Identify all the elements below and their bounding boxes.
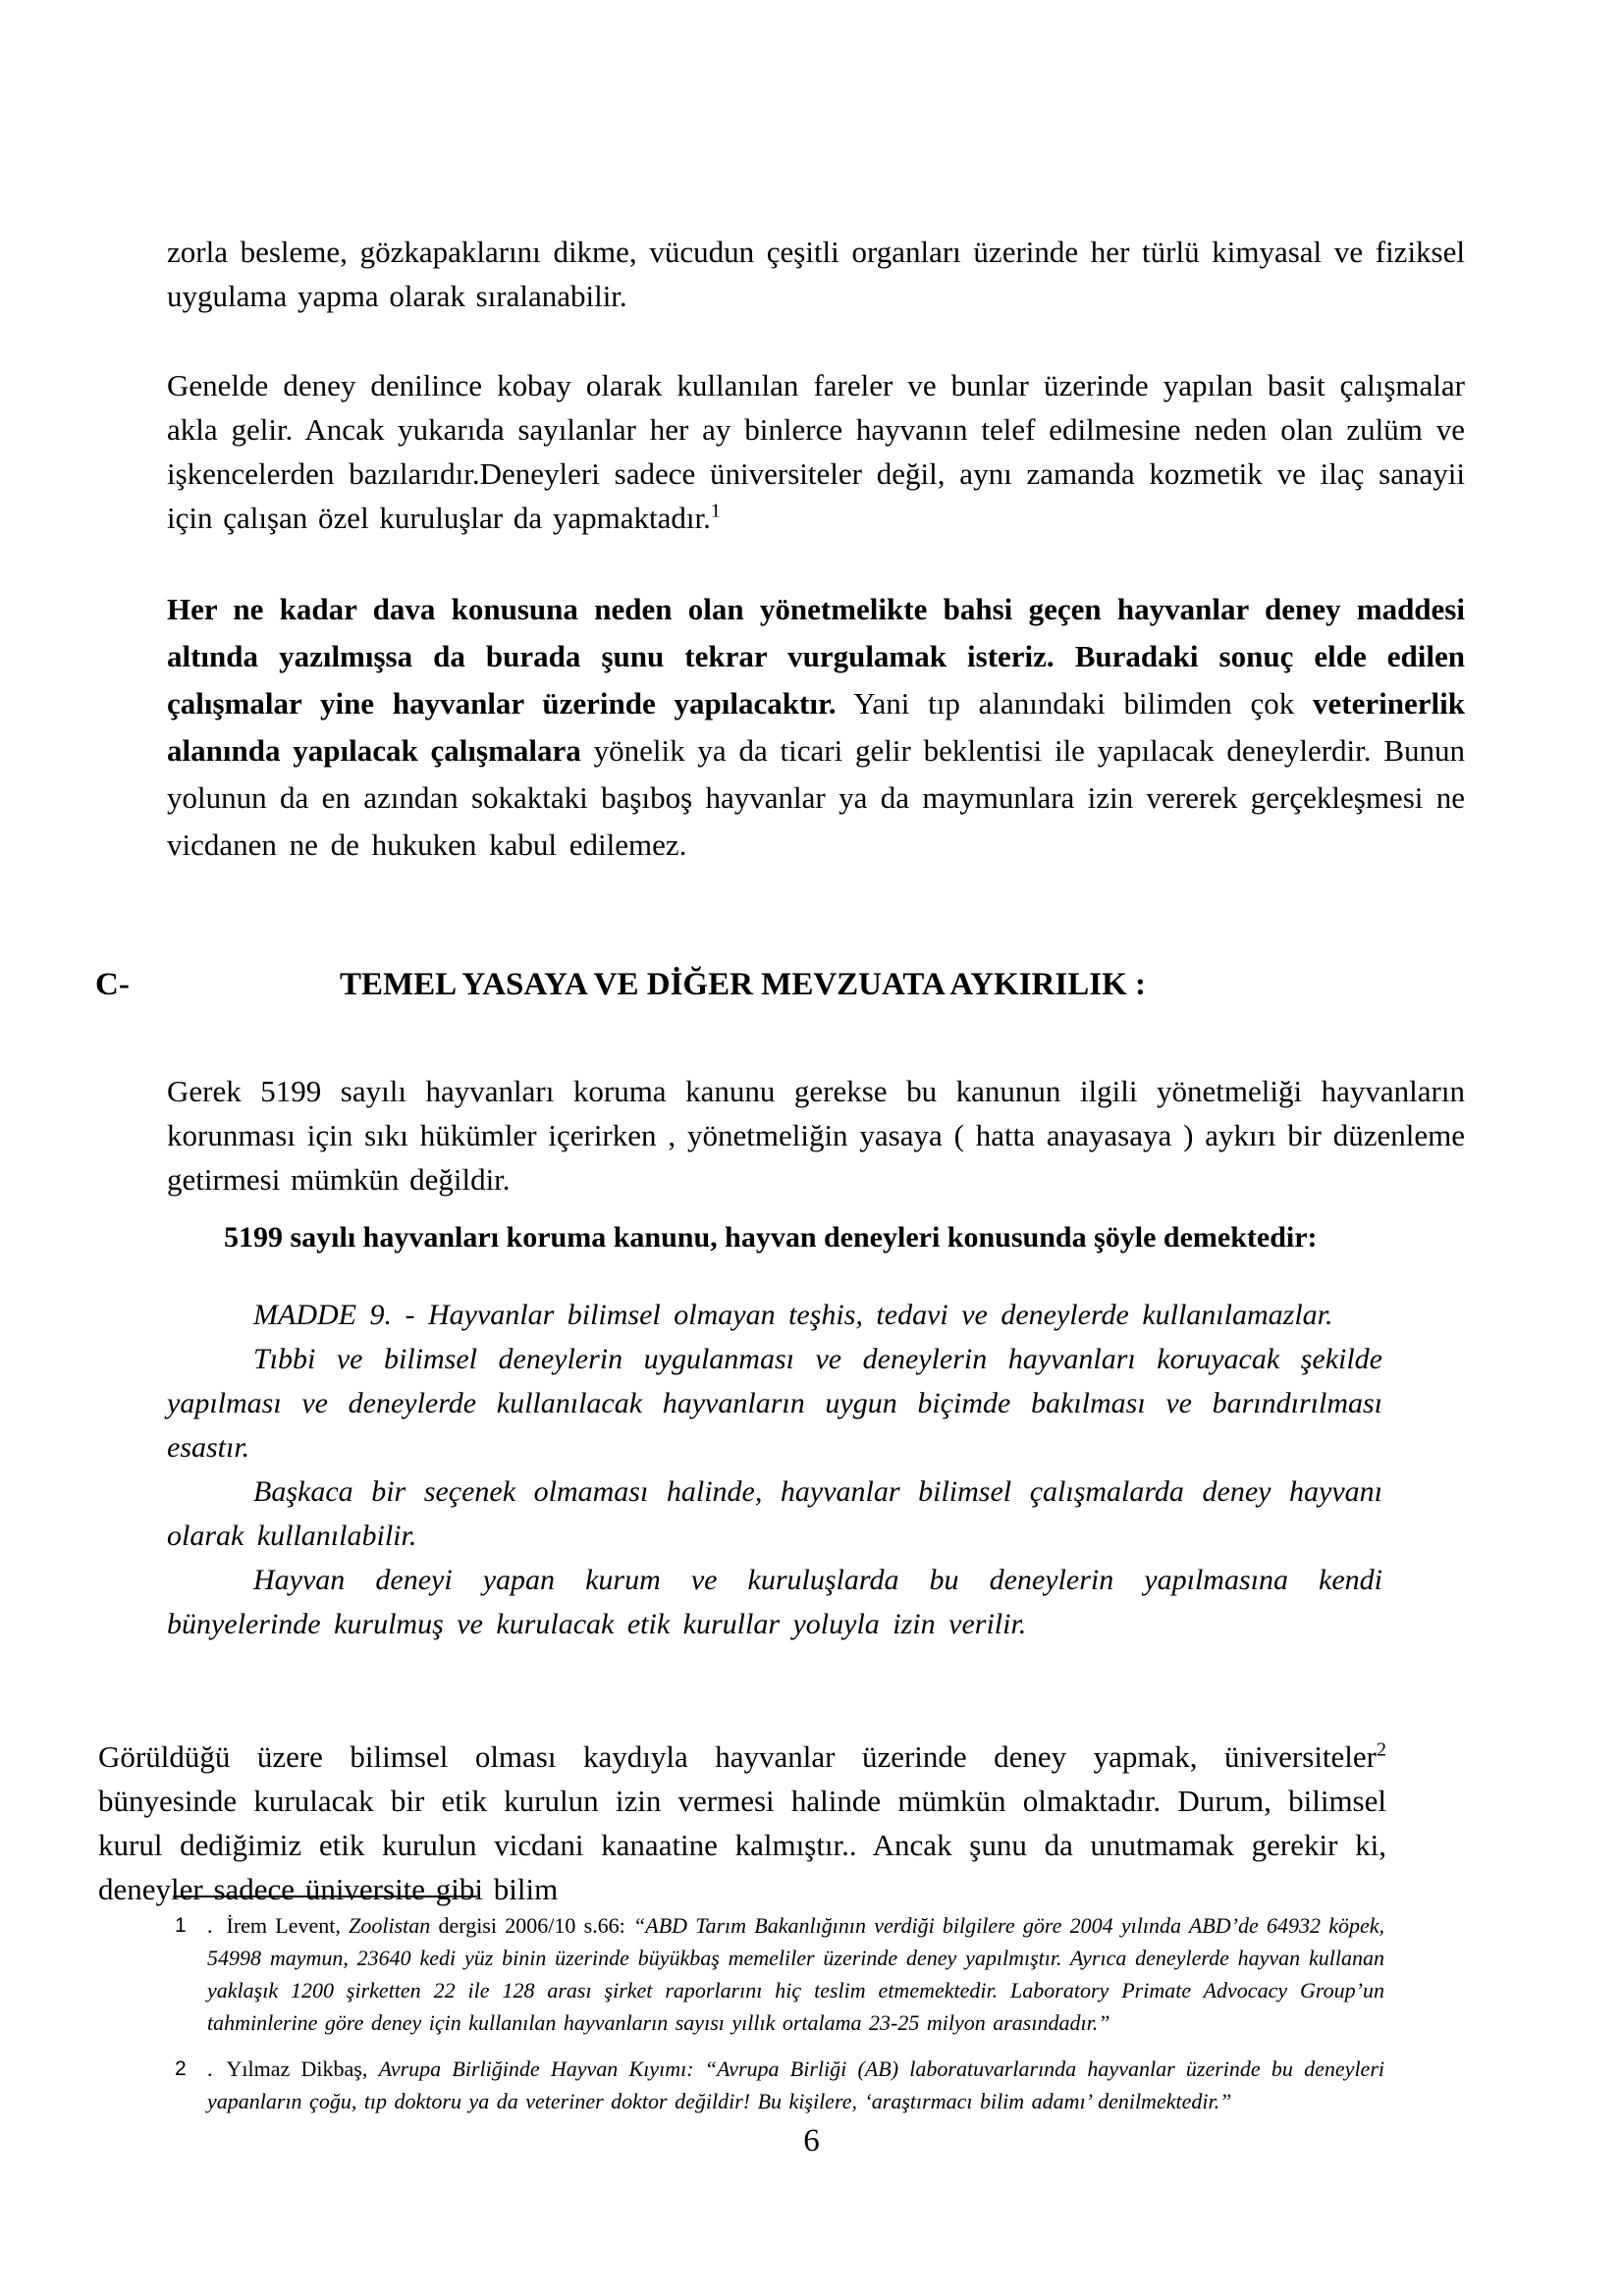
law-quote-block [167,1293,1382,1646]
footnote-1-text [207,1909,1384,2039]
emphasis-bold-segment-1: Her ne kadar dava konusuna neden olan yönetmelikte bahsi geçen hayvanlar deney maddesi altında yazılmışsa da burada şunu tekrar vurgulamak isteriz. Buradaki sonuç elde edilen çalışmalar yine hayvanlar üzerinde yapılacaktır. [167,592,1465,721]
footnote-separator-rule [173,1896,477,1897]
footnote-2-number: 2 [175,2057,187,2080]
law-intro-paragraph [167,1069,1465,1201]
footnote-1-number: 1 [175,1914,187,1937]
body-paragraph-2-text: Genelde deney denilince kobay olarak kullanılan fareler ve bunlar üzerinde yapılan basit çalışmalar akla gelir. Ancak yukarıda sayılanlar her ay binlerce hayvanın telef edilmesine neden olan zulüm ve işkencelerden bazılarıdır.Deneyleri sadece üniversiteler değil, aynı zamanda kozmetik ve ilaç sanayii için çalışan özel kuruluşlar da yapmaktadır. [167,368,1465,535]
emphasis-bold-segment-2: veterinerlik alanında yapılacak çalışmalara [167,686,1465,768]
footnote-2-author: Yılmaz Dikbaş, [226,2056,379,2081]
body-paragraph-1-text: zorla besleme, gözkapaklarını dikme, vücudun çeşitli organları üzerinde her türlü kimyasal ve fiziksel uygulama yapma olarak sıralanabilir. [167,235,1465,313]
footnote-ref-2: 2 [1377,1738,1386,1761]
emphasis-paragraph [167,586,1465,869]
section-title: TEMEL YASAYA VE DİĞER MEVZUATA AYKIRILIK : [340,967,1146,1002]
footnote-1-author: İrem Levent, [226,1913,350,1938]
emphasis-regular-segment-2: yönelik ya da ticari gelir beklentisi ile yapılacak deneylerdir. Bunun yolunun da en azından sokaktaki başıboş hayvanlar ya da maymunlara izin vererek gerçekleşmesi ne vicdanen ne de hukuken kabul edilemez. [167,733,1465,862]
quote-paragraph-baskaca: Başkaca bir seçenek olmaması halinde, hayvanlar bilimsel çalışmalarda deney hayvanı olarak kullanılabilir. [167,1475,1382,1552]
conclusion-paragraph [98,1735,1386,1911]
conclusion-text-after-ref: bünyesinde kurulacak bir etik kurulun izin vermesi halinde mümkün olmaktadır. Durum, bilimsel kurul dediğimiz etik kurulun vicdani kanaatine kalmıştır.. Ancak şunu da unutmamak gerekir ki, deneyler sadece üniversite gibi bilim [98,1784,1386,1906]
law-lead-bold-line: 5199 sayılı hayvanları koruma kanunu, hayvan deneyleri konusunda şöyle demektedir: [224,1221,1318,1254]
footnote-1-dot: . [207,1913,213,1938]
footnote-2-text [207,2053,1384,2117]
quote-paragraph-madde9: MADDE 9. - Hayvanlar bilimsel olmayan teşhis, tedavi ve deneylerde kullanılamazlar. [253,1299,1333,1331]
law-intro-text: Gerek 5199 sayılı hayvanları koruma kanunu gerekse bu kanunun ilgili yönetmeliği hayvanların korunması için sıkı hükümler içerirken , yönetmeliğin yasaya ( hatta anayasaya ) aykırı bir düzenleme getirmesi mümkün değildir. [167,1074,1465,1197]
footnote-ref-1: 1 [710,500,721,522]
quote-paragraph-tibbi: Tıbbi ve bilimsel deneylerin uygulanması ve deneylerin hayvanları koruyacak şekilde yapılması ve deneylerde kullanılacak hayvanların uygun biçimde bakılması ve barındırılması esastır. [167,1343,1382,1464]
footnote-2-source: Avrupa Birliğinde Hayvan Kıyımı: [378,2056,705,2081]
footnote-1-quote: “ABD Tarım Bakanlığının verdiği bilgilere göre 2004 yılında ABD’de 64932 köpek, 54998 maymun, 23640 kedi yüz binin üzerinde büyükbaş memeliler üzerinde deney yapılmıştır. Ayrıca deneylerde hayvan kullanan yaklaşık 1200 şirketten 22 ile 128 arası şirket raporlarını hiç teslim etmemektedir. Laboratory Primate Advocacy Group’un tahminlerine göre deney için kullanılan hayvanların sayısı yıllık ortalama 23-25 milyon arasındadır.” [207,1913,1385,2035]
footnote-2-dot: . [207,2056,213,2081]
footnote-2-quote: “Avrupa Birliği (AB) laboratuvarlarında hayvanlar üzerinde bu deneyleri yapanların çoğu, tıp doktoru ya da veteriner doktor değildir! Bu kişilere, ‘araştırmacı bilim adamı’ denilmektedir.” [207,2056,1384,2113]
footnote-1-source-detail: dergisi 2006/10 s.66: [430,1913,634,1938]
section-label: C- [95,967,130,1002]
footnote-1-source: Zoolistan [349,1913,431,1938]
footnote-1 [175,1909,1384,2039]
conclusion-text-before-ref: Görüldüğü üzere bilimsel olması kaydıyla hayvanlar üzerinde deney yapmak, üniversiteler [98,1739,1377,1774]
body-paragraph-1 [167,230,1465,318]
footnote-2 [175,2053,1384,2117]
emphasis-regular-segment-1: Yani tıp alanındaki bilimden çok [836,686,1314,721]
quote-paragraph-hayvan-deneyi: Hayvan deneyi yapan kurum ve kuruluşlarda bu deneylerin yapılmasına kendi bünyelerinde kurulmuş ve kurulacak etik kurullar yoluyla izin verilir. [167,1564,1382,1640]
page-number: 6 [803,2123,820,2159]
body-paragraph-2 [167,363,1465,540]
